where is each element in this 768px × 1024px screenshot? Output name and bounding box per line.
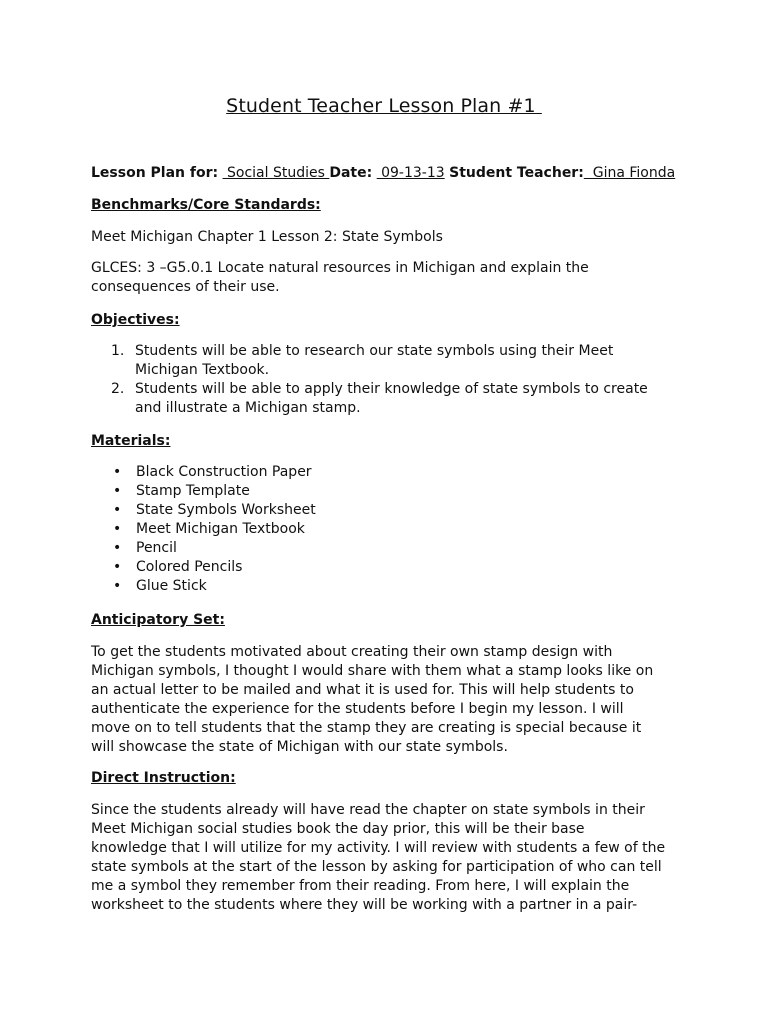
benchmarks-heading: Benchmarks/Core Standards: — [91, 197, 321, 213]
list-item — [91, 463, 651, 482]
paragraph-line: authenticate the experience for the students before I begin my lesson. I will — [91, 701, 624, 717]
paragraph-line: me a symbol they remember from their reading. From here, I will explain the — [91, 878, 630, 894]
list-item — [91, 577, 651, 596]
list-item — [91, 482, 651, 501]
material-label: Meet Michigan Textbook — [136, 521, 305, 537]
paragraph-line: move on to tell students that the stamp they are creating is special because it — [91, 720, 642, 736]
student-teacher-value: Gina Fionda — [583, 165, 676, 181]
document-title: Student Teacher Lesson Plan #1 — [226, 95, 542, 117]
bullet-icon: • — [113, 559, 122, 575]
objectives-heading: Objectives: — [91, 312, 180, 328]
list-item — [91, 380, 676, 418]
list-item — [91, 342, 676, 380]
bullet-icon: • — [113, 502, 122, 518]
bullet-icon: • — [113, 483, 122, 499]
material-label: Pencil — [136, 540, 177, 556]
date-value: 09-13-13 — [376, 165, 445, 181]
paragraph-line: To get the students motivated about creating their own stamp design with — [91, 644, 613, 660]
anticipatory-set-heading: Anticipatory Set: — [91, 612, 225, 628]
objective-line: and illustrate a Michigan stamp. — [135, 400, 361, 416]
list-number: 1. — [111, 343, 125, 359]
lesson-plan-label: Lesson Plan for: — [91, 165, 219, 181]
objective-line: Michigan Textbook. — [135, 362, 270, 378]
list-item — [91, 501, 651, 520]
glces-line-2: consequences of their use. — [91, 279, 280, 295]
materials-heading: Materials: — [91, 433, 171, 449]
student-teacher-label: Student Teacher: — [449, 165, 584, 181]
material-label: Colored Pencils — [136, 559, 243, 575]
bullet-icon: • — [113, 521, 122, 537]
materials-list — [91, 463, 651, 596]
anticipatory-set-paragraph — [91, 643, 691, 757]
date-label: Date: — [329, 165, 373, 181]
material-label: Glue Stick — [136, 578, 207, 594]
direct-instruction-paragraph — [91, 801, 691, 915]
list-item — [91, 558, 651, 577]
paragraph-line: Since the students already will have read the chapter on state symbols in their — [91, 802, 645, 818]
objectives-list — [91, 342, 676, 418]
paragraph-line: Meet Michigan social studies book the day prior, this will be their base — [91, 821, 585, 837]
objective-line: Students will be able to apply their knowledge of state symbols to create — [135, 381, 648, 397]
paragraph-line: will showcase the state of Michigan with our state symbols. — [91, 739, 508, 755]
paragraph-line: an actual letter to be mailed and what it is used for. This will help students to — [91, 682, 634, 698]
paragraph-line: state symbols at the start of the lesson by asking for participation of who can tell — [91, 859, 662, 875]
benchmark-chapter-line: Meet Michigan Chapter 1 Lesson 2: State Symbols — [91, 229, 443, 245]
paragraph-line: worksheet to the students where they will be working with a partner in a pair- — [91, 897, 638, 913]
lesson-info-line — [91, 164, 691, 183]
glces-line-1: GLCES: 3 –G5.0.1 Locate natural resources in Michigan and explain the — [91, 260, 589, 276]
bullet-icon: • — [113, 578, 122, 594]
objective-line: Students will be able to research our state symbols using their Meet — [135, 343, 614, 359]
material-label: State Symbols Worksheet — [136, 502, 316, 518]
bullet-icon: • — [113, 540, 122, 556]
lesson-plan-value: Social Studies — [222, 165, 330, 181]
bullet-icon: • — [113, 464, 122, 480]
material-label: Black Construction Paper — [136, 464, 312, 480]
direct-instruction-heading: Direct Instruction: — [91, 770, 236, 786]
material-label: Stamp Template — [136, 483, 250, 499]
paragraph-line: Michigan symbols, I thought I would share with them what a stamp looks like on — [91, 663, 654, 679]
paragraph-line: knowledge that I will utilize for my activity. I will review with students a few of the — [91, 840, 666, 856]
list-item — [91, 539, 651, 558]
list-number: 2. — [111, 381, 125, 397]
list-item — [91, 520, 651, 539]
